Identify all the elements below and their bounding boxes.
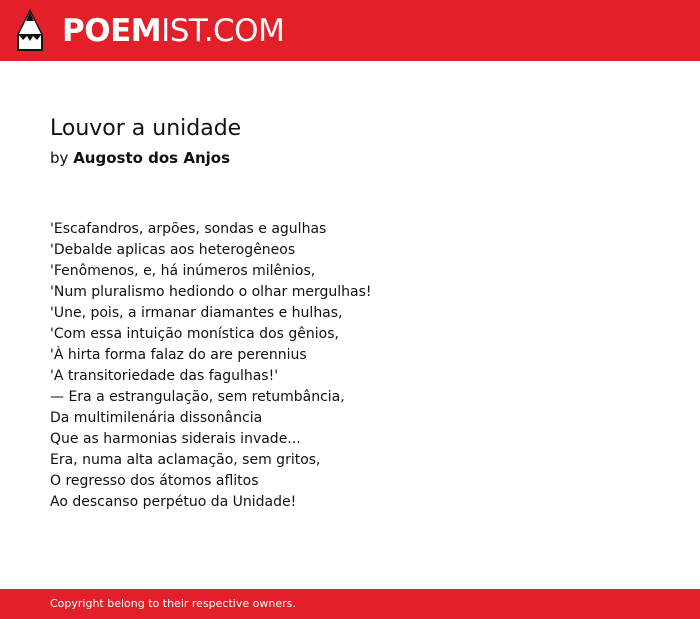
- site-logo[interactable]: [62, 11, 284, 51]
- poem-line: 'Escafandros, arpões, sondas e agulhas: [50, 221, 327, 237]
- poem-author: Augosto dos Anjos: [73, 149, 230, 167]
- site-header: [0, 0, 700, 61]
- copyright-notice: Copyright belong to their respective owners.: [50, 597, 296, 610]
- poem-body: [50, 219, 670, 513]
- poem-line: Que as harmonias siderais invade...: [50, 431, 301, 447]
- poem-line: Da multimilenária dissonância: [50, 410, 263, 426]
- poem-line: 'Com essa intuição monística dos gênios,: [50, 326, 339, 342]
- poem-line: 'Fenômenos, e, há inúmeros milênios,: [50, 263, 316, 279]
- site-footer: [0, 589, 700, 619]
- poem-line: 'A transitoriedade das fagulhas!': [50, 368, 279, 384]
- poem-byline: [50, 149, 230, 167]
- poem-line: Ao descanso perpétuo da Unidade!: [50, 494, 297, 510]
- poem-line: 'Une, pois, a irmanar diamantes e hulhas,: [50, 305, 343, 321]
- poem-title: Louvor a unidade: [50, 116, 242, 141]
- poem-line: Era, numa alta aclamação, sem gritos,: [50, 452, 321, 468]
- pencil-tip-icon[interactable]: [17, 9, 43, 51]
- logo-bold-text: POEM: [62, 13, 162, 49]
- poem-line: 'À hirta forma falaz do are perennius: [50, 347, 307, 363]
- logo-light-text: IST.COM: [161, 13, 285, 49]
- by-label: by: [50, 149, 69, 167]
- poem-line: 'Debalde aplicas aos heterogêneos: [50, 242, 296, 258]
- poem-line: — Era a estrangulação, sem retumbância,: [50, 389, 345, 405]
- poem-line: O regresso dos átomos aflitos: [50, 473, 259, 489]
- poem-line: 'Num pluralismo hediondo o olhar mergulhas!: [50, 284, 372, 300]
